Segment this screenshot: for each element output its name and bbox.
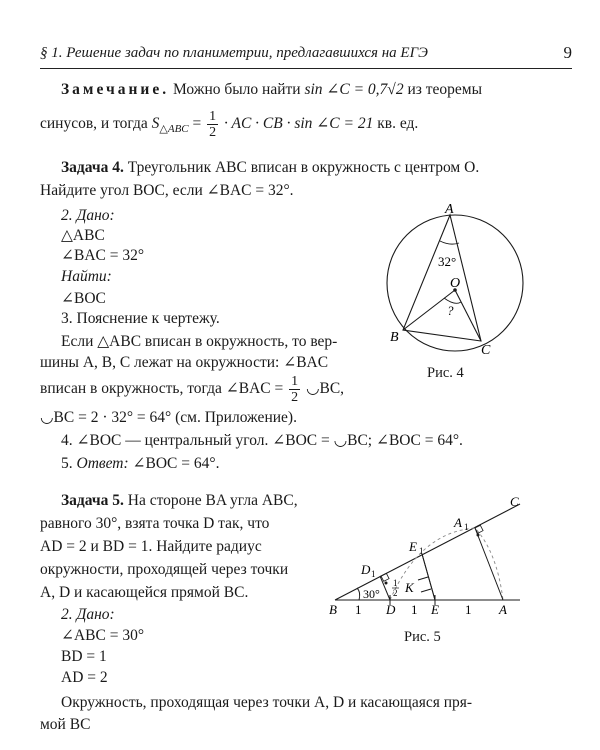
remark-text: Можно было найти: [172, 81, 301, 98]
label-k: K: [405, 580, 414, 595]
segment-e1-k: [422, 554, 435, 600]
label-c: C: [481, 343, 491, 358]
task5-statement-5: A, D и касающейся прямой BC.: [40, 584, 249, 601]
label-e5: E: [431, 602, 439, 617]
label-e1-sub: 1: [419, 546, 424, 556]
label-d1-sub: 1: [371, 569, 376, 579]
segment-label-3: 1: [465, 602, 472, 617]
label-o: O: [450, 276, 461, 291]
header-title: § 1. Решение задач по планиметрии, предлагавшихся на ЕГЭ: [40, 45, 428, 61]
label-b5: B: [329, 602, 337, 617]
label-a: A: [445, 202, 454, 217]
right-angle-dot-a1: [477, 534, 480, 537]
angle-b-arc: [357, 588, 360, 600]
label-a1: A: [454, 515, 462, 530]
fraction-one-half: [207, 109, 218, 140]
task4-explanation-2: шины A, B, C лежат на окружности: ∠BAC: [40, 354, 329, 371]
half-numerator: 1: [393, 578, 398, 588]
perpendicular-aa1: [475, 528, 503, 600]
task4-given-1: △ABC: [61, 227, 105, 244]
page-number: 9: [563, 43, 572, 62]
figure-5-caption: Рис. 5: [404, 629, 441, 645]
area-symbol: S: [151, 115, 160, 132]
segment-label-2: 1: [411, 602, 418, 617]
task4-find-1: ∠BOC: [61, 290, 106, 307]
task5-given-1: ∠ABC = 30°: [61, 627, 145, 644]
ray-bc: [335, 504, 520, 600]
figure-5: [325, 492, 530, 624]
tick-k2: [418, 577, 428, 580]
label-e1: E: [409, 539, 417, 554]
angle-a-value: 32°: [438, 254, 457, 269]
half-denominator: 2: [393, 588, 398, 598]
task5-line-1: [61, 490, 298, 512]
task5-statement-1: На стороне BA угла ABC,: [127, 492, 298, 509]
task5-statement-2: равного 30°, взята точка D так, что: [40, 515, 270, 532]
task4-given-2: ∠BAC = 32°: [61, 247, 145, 264]
segment-label-1: 1: [355, 602, 362, 617]
task4-label: Задача 4.: [61, 159, 124, 176]
task5-given-2: BD = 1: [61, 648, 107, 665]
angle-b-value: 30°: [363, 587, 380, 601]
task5-given-3: AD = 2: [61, 669, 108, 686]
remark-line-1: [61, 79, 482, 101]
label-d5: D: [386, 602, 396, 617]
task5-conclusion-1: Окружность, проходящая через точки A, D и касающаяся пря-: [61, 694, 473, 711]
label-a1-sub: 1: [464, 522, 469, 532]
remark-tail: из теоремы: [407, 81, 483, 98]
task4-line-1: [61, 157, 479, 179]
task4-answer-value: ∠BOC = 64°.: [132, 455, 220, 472]
task4-step5-number: 5.: [61, 455, 73, 472]
figure-4-caption: Рис. 4: [427, 365, 464, 381]
task5-conclusion-2: мой BC: [40, 716, 91, 733]
unknown-angle-mark: ?: [447, 303, 454, 318]
task4-fraction-den: 2: [291, 389, 299, 405]
task4-step-5: [61, 453, 219, 475]
remark-line2-text: синусов, и тогда: [40, 115, 148, 132]
task4-statement-1: Треугольник ABC вписан в окружность с центром O.: [127, 159, 480, 176]
task4-statement-2: Найдите угол BOC, если ∠BAC = 32°.: [40, 182, 294, 199]
area-units: кв. ед.: [377, 115, 419, 132]
segment-oc: [455, 290, 481, 341]
task4-given-label: 2. Дано:: [61, 207, 115, 224]
task4-find-label: Найти:: [61, 268, 112, 285]
task5-statement-3: AD = 2 и BD = 1. Найдите радиус: [40, 538, 262, 555]
task4-explanation-3: [40, 372, 344, 406]
task5-statement-4: окружности, проходящей через точки: [40, 561, 289, 578]
figure-4: [380, 198, 530, 388]
label-d1: D: [361, 562, 371, 577]
tick-k: [421, 589, 431, 592]
running-header: [40, 42, 572, 69]
task5-label: Задача 5.: [61, 492, 124, 509]
task4-expl-3a: вписан в окружность, тогда ∠BAC =: [40, 380, 284, 397]
remark-label: Замечание.: [61, 81, 170, 98]
task4-answer-label: Ответ:: [76, 455, 129, 472]
fraction-denominator: 2: [209, 124, 217, 140]
equals-sign: =: [192, 115, 202, 132]
remark-line-2: [40, 107, 418, 146]
task4-explanation-1: Если △ABC вписан в окружность, то вер-: [61, 333, 338, 350]
area-formula: · AC · CB · sin ∠C = 21: [224, 115, 374, 132]
label-b: B: [390, 330, 399, 345]
task4-explanation-4: ◡BC = 2 · 32° = 64° (см. Приложение).: [40, 409, 297, 426]
task4-fraction-num: 1: [291, 373, 299, 389]
task5-given-label: 2. Дано:: [61, 606, 115, 623]
task4-explanation-label: 3. Пояснение к чертежу.: [61, 310, 220, 327]
label-c5: C: [510, 494, 519, 509]
label-a5: A: [499, 602, 507, 617]
triangle-abc: [403, 215, 481, 341]
task4-fraction: [289, 374, 300, 405]
task4-step-4: 4. ∠BOC — центральный угол. ∠BOC = ◡BC; ∠BOC = 64°.: [61, 432, 463, 449]
fraction-numerator: 1: [209, 108, 217, 124]
task4-expl-3b: ◡BC,: [305, 380, 345, 397]
area-subscript: △ABC: [159, 123, 189, 136]
remark-formula: sin ∠C = 0,7√2: [304, 81, 404, 98]
right-angle-dot-d1: [385, 582, 388, 585]
perpendicular-dd1: [380, 576, 390, 600]
